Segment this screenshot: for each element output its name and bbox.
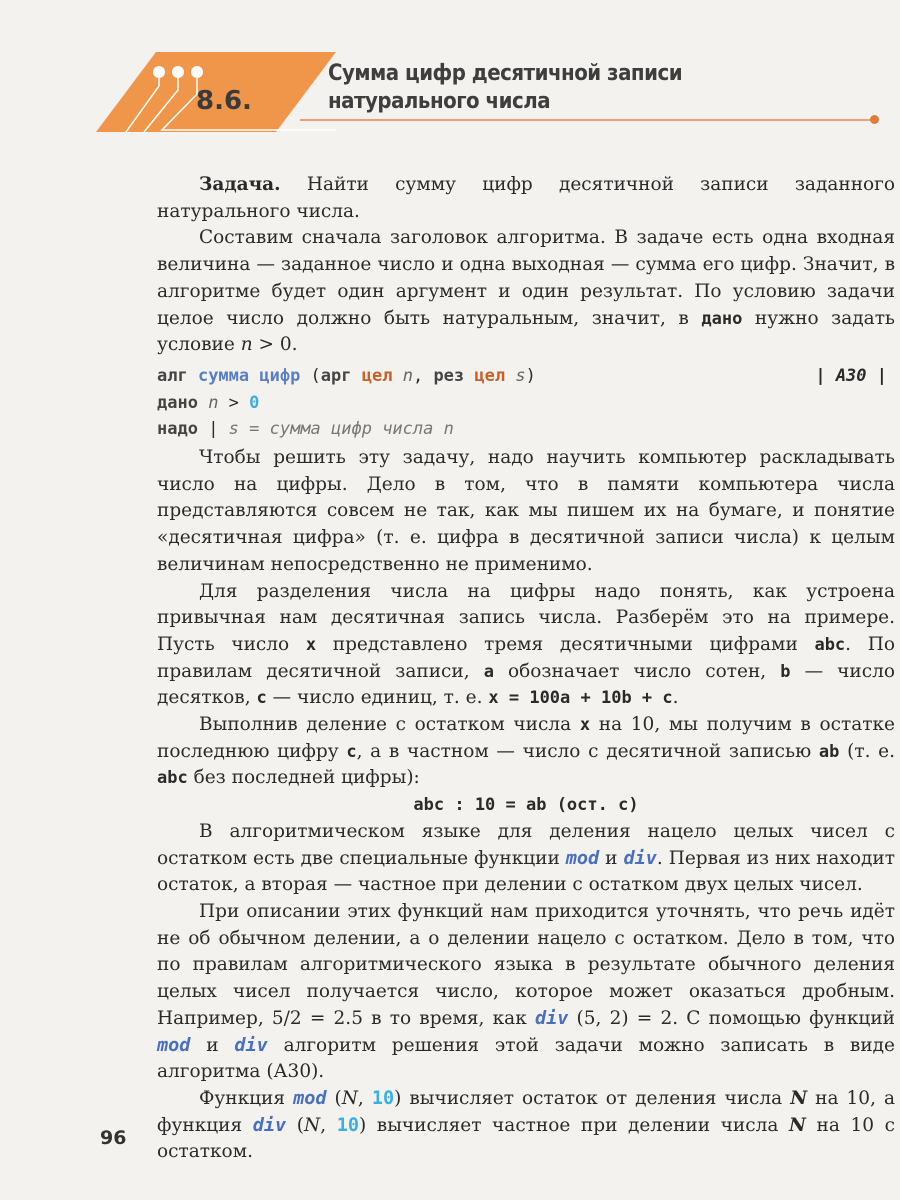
text-run: > [218, 392, 250, 413]
text-run: ) [525, 365, 536, 386]
inline-code: abc [814, 634, 846, 655]
inline-num: 0 [249, 392, 260, 413]
text-run: — число десятков, [157, 660, 895, 709]
inline-code: c [346, 741, 357, 762]
code-line [157, 390, 895, 417]
inline-code: a [483, 661, 494, 682]
text-run: ( [326, 1087, 342, 1109]
text-run: на 10 с остатком. [157, 1114, 895, 1163]
text-run: на 10, мы получим в остатке последнюю цифру [157, 714, 895, 762]
inline-fn: div [534, 1007, 569, 1029]
text-run: Для разделения числа на цифры надо понять, как устроена привычная нам десятичная запись числа. Разберём это на примере. Пусть число [157, 580, 895, 655]
inline-i: N [341, 1087, 358, 1109]
text-run: нужно задать условие [157, 307, 896, 356]
text-run: Найти сумму цифр десятичной записи заданного натурального числа. [157, 174, 895, 222]
inline-code: ab [818, 741, 840, 762]
inline-fn: div [252, 1114, 287, 1136]
inline-num: 10 [371, 1087, 395, 1109]
text-run: — число единиц, т. е. [266, 687, 489, 709]
inline-code: abc [157, 768, 188, 789]
paragraph [157, 579, 895, 713]
code-line-content [157, 390, 259, 417]
inline-bi: N [788, 1114, 806, 1136]
inline-cmt: s = сумма цифр числа n [228, 419, 454, 440]
inline-i: N [304, 1114, 321, 1136]
inline-kw: арг [320, 365, 362, 386]
inline-name: сумма цифр [197, 365, 301, 386]
inline-var: n [208, 392, 219, 413]
inline-kw: надо [157, 419, 198, 440]
text-run: обозначает число сотен, [493, 660, 781, 682]
inline-kw: рез [433, 365, 475, 386]
text-run: При описании этих функций нам приходится уточнять, что речь идёт не об обычном делении, а о делении нацело с остатком. Дело в том, что по правилам алгоритмического языка в результате обычного деления целых чисел получается число, которое может оказаться дробным. Например, 5/2 = 2.5 в то время, как [157, 900, 895, 1029]
text-run: ) вычисляет частное при делении числа [358, 1114, 789, 1136]
inline-code: c [256, 688, 267, 709]
section-title [328, 60, 682, 116]
paragraph [157, 1086, 895, 1166]
text-run: , а в частном — число с десятичной записью [356, 740, 819, 762]
inline-i: n [240, 334, 253, 356]
formula [157, 792, 895, 819]
text-run: и [190, 1034, 235, 1056]
paragraph [157, 819, 895, 899]
paragraph [157, 172, 895, 225]
header-rule-dot [870, 115, 879, 124]
inline-fn: div [234, 1034, 268, 1056]
code-line [157, 363, 895, 390]
header-rule [300, 119, 874, 121]
inline-bi: N [790, 1087, 808, 1109]
inline-type: цел [474, 365, 516, 386]
text-run: ( [286, 1114, 305, 1136]
algorithm-label: | A30 | [815, 365, 887, 386]
text-run: ) вычисляет остаток от деления числа [394, 1087, 791, 1109]
text-run: , [412, 365, 434, 386]
text-run: Функция [199, 1087, 294, 1109]
code-line [157, 416, 895, 443]
inline-code: x [579, 715, 591, 736]
text-run: (5, 2) = 2. С помощью функций [568, 1007, 895, 1029]
text-run: > 0. [252, 334, 298, 356]
inline-code: abc : 10 = ab (ост. c) [413, 795, 639, 816]
text-run: без последней цифры): [187, 767, 420, 789]
section-title-line: Сумма цифр десятичной записи [328, 61, 683, 86]
code-line-content [157, 416, 454, 443]
text-run: В алгоритмическом языке для деления нацело целых чисел с остатком есть две специальные функции [157, 820, 895, 869]
inline-fn: mod [565, 847, 600, 869]
text-run: Выполнив деление с остатком числа [199, 714, 580, 736]
text-run: алгоритм решения этой задачи можно записать в виде алгоритма (А30). [157, 1034, 896, 1083]
text-run: на 10, а функция [157, 1087, 895, 1136]
inline-kw: алг [157, 365, 198, 386]
inline-type: цел [361, 365, 403, 386]
text-run: , [357, 1087, 372, 1109]
inline-code: x = 100a + 10b + c [488, 688, 673, 709]
section-number: 8.6. [196, 86, 252, 116]
paragraph [157, 445, 895, 579]
text-run: Чтобы решить эту задачу, надо научить компьютер раскладывать число на цифры. Дело в том, что в памяти компьютера числа представляются совсем не так, как мы пишем их на бумаге, и понятие «десятичная цифра» (т. е. цифра в десятичной записи числа) к целым величинам непосредственно не применимо. [157, 447, 895, 575]
text-run: и [599, 847, 624, 869]
text-run: представлено тремя десятичными цифрами [316, 633, 815, 655]
page-number: 96 [100, 1127, 127, 1149]
inline-fn: mod [293, 1087, 327, 1109]
inline-code: x [305, 634, 317, 655]
algorithm-code-block [157, 363, 895, 443]
paragraph [157, 899, 895, 1086]
inline-kw: дано [157, 392, 209, 413]
text-run: , [320, 1114, 337, 1136]
inline-fn: div [623, 847, 657, 869]
inline-var: s [515, 365, 526, 386]
text-run: . [672, 687, 679, 709]
inline-b: Задача. [199, 174, 281, 195]
code-line-content [157, 363, 536, 390]
text-run: ( [300, 365, 321, 386]
paragraph [157, 712, 895, 792]
section-title-line: натурального числа [328, 89, 551, 114]
paragraph [157, 225, 895, 359]
inline-num: 10 [336, 1114, 359, 1136]
text-run: | [197, 419, 229, 440]
body-text [157, 172, 895, 1166]
inline-fn: mod [157, 1034, 191, 1056]
text-run: . По правилам десятичной записи, [157, 633, 895, 682]
inline-var: n [402, 365, 413, 386]
text-run: (т. е. [839, 740, 895, 762]
text-run: Составим сначала заголовок алгоритма. В задаче есть одна входная величина — заданное число и одна выходная — сумма его цифр. Значит, в алгоритме будет один аргумент и один результат. По условию задачи целое число должно быть натуральным, значит, в [157, 227, 895, 329]
text-run: . Первая из них находит остаток, а вторая — частное при делении с остатком двух целых чисел. [157, 847, 895, 896]
inline-code: b [780, 661, 791, 682]
inline-code: дано [701, 308, 743, 329]
